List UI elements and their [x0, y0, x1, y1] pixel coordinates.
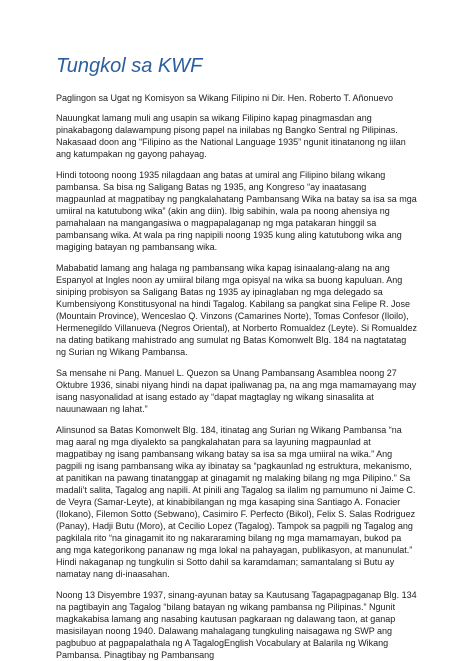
paragraph-2: Hindi totoong noong 1935 nilagdaan ang batas at umiral ang Filipino bilang wikang pambansa. Sa bisa ng Saligang Batas ng 1935, ang Kongreso “ay inaatasang magpaunlad at magpatibay ng pangkalahatang Pambansang Wika na batay sa isa sa mga umiiral na katutubong wika” (akin ang diin). Ibig sabihin, wala pa noong ahensiya ng pamahalaan na mangangasiwa o magpapalaganap ng mga patakaran hinggil sa pambansang wika. At wala pa ring napipili noong 1935 kung aling katutubong wika ang magiging batayan ng pambansang wika. [56, 170, 417, 252]
paragraph-4: Sa mensahe ni Pang. Manuel L. Quezon sa Unang Pambansang Asamblea noong 27 Oktubre 1936, sinabi niyang hindi na dapat ipaliwanag pa, na ang mga mamamayang may isang nasyonalidad at isang estado ay “dapat magtaglay ng wikang sinasalita at nauunawaan ng lahat.” [56, 368, 417, 414]
paragraph-5: Alinsunod sa Batas Komonwelt Blg. 184, itinatag ang Surian ng Wikang Pambansa “na mag aaral ng mga diyalekto sa pangkalahatan para sa layuning magpaunlad at magpatibay ng isang pambansang wikang batay sa isa sa mga umiiral na wika.” Ang pagpili ng isang pambansang wika ay ibinatay sa “pagkaunlad ng estruktura, mekanismo, at panitikan na pawang tinatanggap at ginagamit ng malaking bilang ng mga Pilipino.” Sa madali’t salita, Tagalog ang napili. At pinili ang Tagalog sa ilalim ng pamumuno ni Jaime C. de Veyra (Samar-Leyte), at kinabibilangan ng mga kasaping sina Santiago A. Fonacier (Ilokano), Filemon Sotto (Sebwano), Casimiro F. Perfecto (Bikol), Felix S. Salas Rodriguez (Panay), Hadji Butu (Moro), at Cecilio Lopez (Tagalog). Tampok sa pagpili ng Tagalog ang pagkilala rito “na ginagamit ito ng nakararaming bilang ng mga mamamayan, bukod pa ang mga kategorikong pananaw ng mga lokal na pahayagan, publikasyon, at manunulat.” Hindi nakaganap ng tungkulin si Sotto dahil sa karamdaman; samantalang si Butu ay namatay nang di-inaasahan. [56, 425, 416, 579]
paragraph-6: Noong 13 Disyembre 1937, sinang-ayunan batay sa Kautusang Tagapagpaganap Blg. 134 na pagtibayin ang Tagalog “bilang batayan ng wikang pambansa ng Pilipinas.” Ngunit magkakabisa lamang ang nasabing kautusan pagkaraan ng dalawang taon, at ganap masisilayan noong 1940. Dalawang mahalagang tungkuling naisagawa ng SWP ang pagbubuo at pagpapalathala ng A TagalogEnglish Vocabulary at Balarila ng Wikang Pambansa. Pinagtibay ng Pambansang [56, 590, 417, 660]
paragraph-3: Mababatid lamang ang halaga ng pambansang wika kapag isinaalang-alang na ang Espanyol at Ingles noon ay umiiral bilang mga opisyal na wika sa buong kapuluan. Ang siniping probisyon sa Saligang Batas ng 1935 ay ipinaglaban ng mga delegado sa Kumbensiyong Konstitusyonal na hindi Tagalog. Kabilang sa pangkat sina Felipe R. Jose (Mountain Province), Wenceslao Q. Vinzons (Camarines Norte), Tomas Confesor (Iloilo), Hermenegildo Villanueva (Negros Oriental), at Norberto Romualdez (Leyte). Si Romualdez na dating batikang mahistrado ang sumulat ng Batas Komonwelt Blg. 184 na nagtatatag ng Surian ng Wikang Pambansa. [56, 263, 418, 357]
paragraph-1: Nauungkat lamang muli ang usapin sa wikang Filipino kapag pinagmasdan ang pinakabagong dalawampung pisong papel na inilabas ng Bangko Sentral ng Pilipinas. Nakasaad doon ang “Filipino as the National Language 1935” ngunit itinatanong ng iilan ang katumpakan ng gayong pahayag. [56, 113, 406, 159]
page-subtitle: Paglingon sa Ugat ng Komisyon sa Wikang Filipino ni Dir. Hen. Roberto T. Añonuevo [56, 93, 394, 103]
page-title: Tungkol sa KWF [56, 55, 203, 77]
